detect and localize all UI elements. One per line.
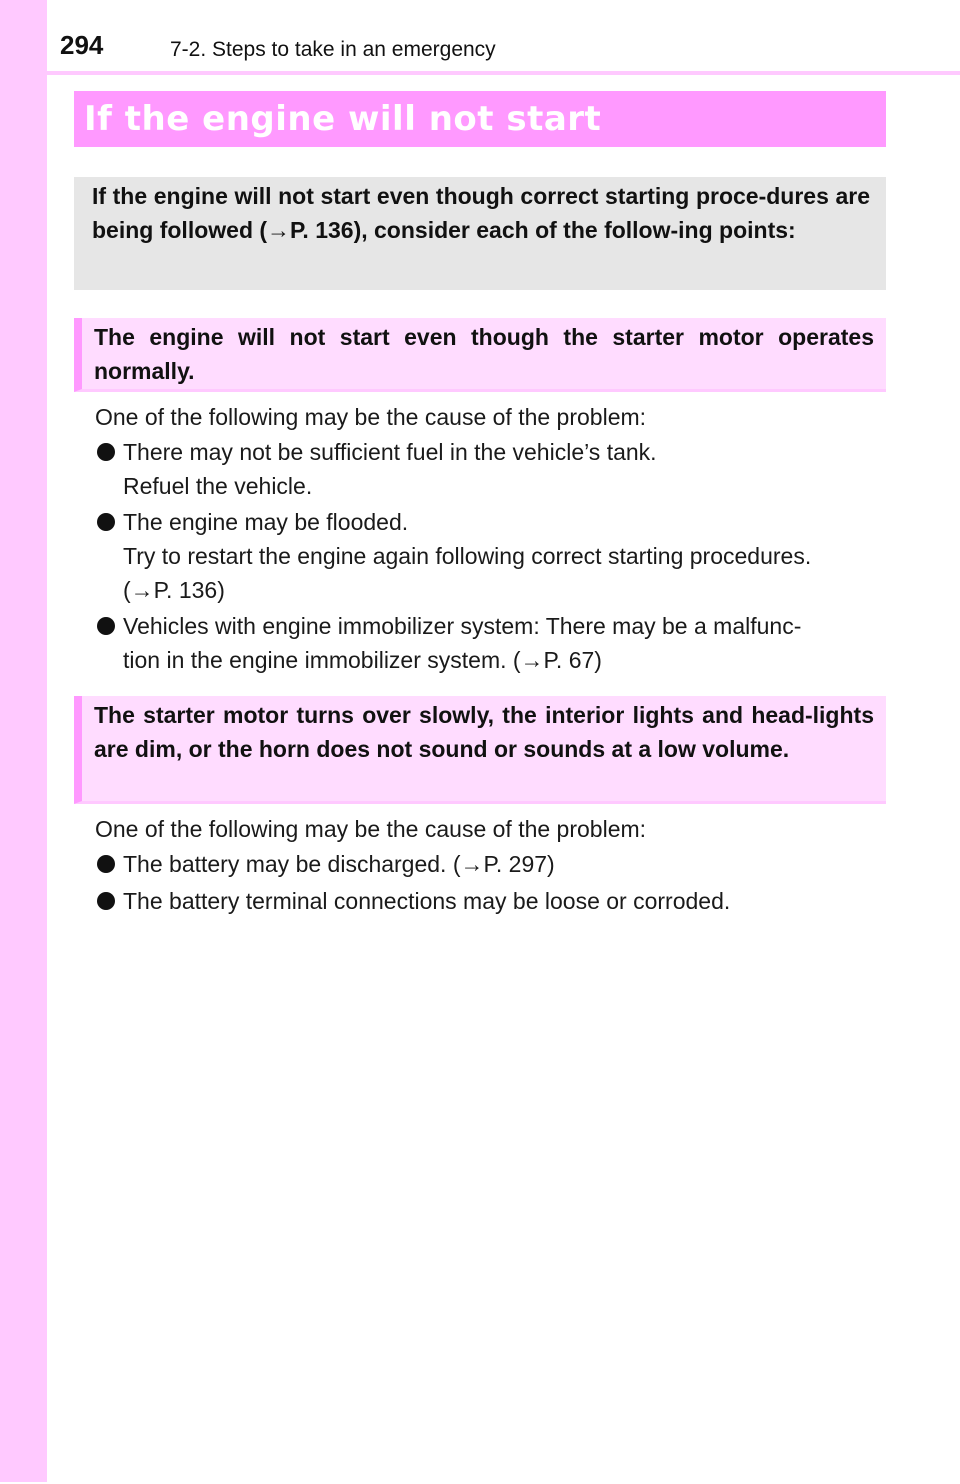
page-edge-strip: [0, 0, 47, 1482]
section1-item1-line2: Refuel the vehicle.: [123, 473, 313, 499]
section2-item2-line1: The battery terminal connections may be loose or corroded.: [123, 888, 731, 914]
intro-text: If the engine will not start even though correct starting proce-dures are being followed (→P. 136), consider each of the follow-ing points:: [92, 183, 870, 243]
section1-item3-line2: tion in the engine immobilizer system. (→P. 67): [123, 647, 602, 673]
section1-lead: One of the following may be the cause of the problem:: [95, 404, 647, 430]
bullet-icon: [95, 890, 117, 912]
header-rule: [0, 71, 960, 75]
bullet-icon: [95, 615, 117, 637]
bullet-icon: [95, 853, 117, 875]
page-number: 294: [60, 30, 104, 60]
section1-heading-box: [74, 318, 886, 392]
section1-item3-line1: Vehicles with engine immobilizer system: There may be a malfunc-: [123, 613, 802, 639]
bullet-icon: [95, 441, 117, 463]
section2-item1-line1: The battery may be discharged. (→P. 297): [123, 851, 555, 877]
section2-heading-box: [74, 696, 886, 804]
section1-item2-line3: (→P. 136): [123, 577, 225, 603]
intro-box: [74, 177, 886, 290]
section1-heading: The engine will not start even though the starter motor operates normally.: [94, 324, 874, 384]
section1-item2-line1: The engine may be flooded.: [123, 509, 409, 535]
section2-lead: One of the following may be the cause of the problem:: [95, 816, 647, 842]
title-bar: [74, 91, 886, 147]
section1-item1-line1: There may not be sufficient fuel in the vehicle’s tank.: [123, 439, 657, 465]
section-reference: 7-2. Steps to take in an emergency: [170, 38, 496, 61]
section1-item2-line2: Try to restart the engine again following correct starting procedures.: [123, 543, 812, 569]
bullet-icon: [95, 511, 117, 533]
page-title: If the engine will not start: [84, 99, 602, 139]
section2-heading: The starter motor turns over slowly, the interior lights and head-lights are dim, or the horn does not sound or sounds at a low volume.: [94, 702, 874, 762]
